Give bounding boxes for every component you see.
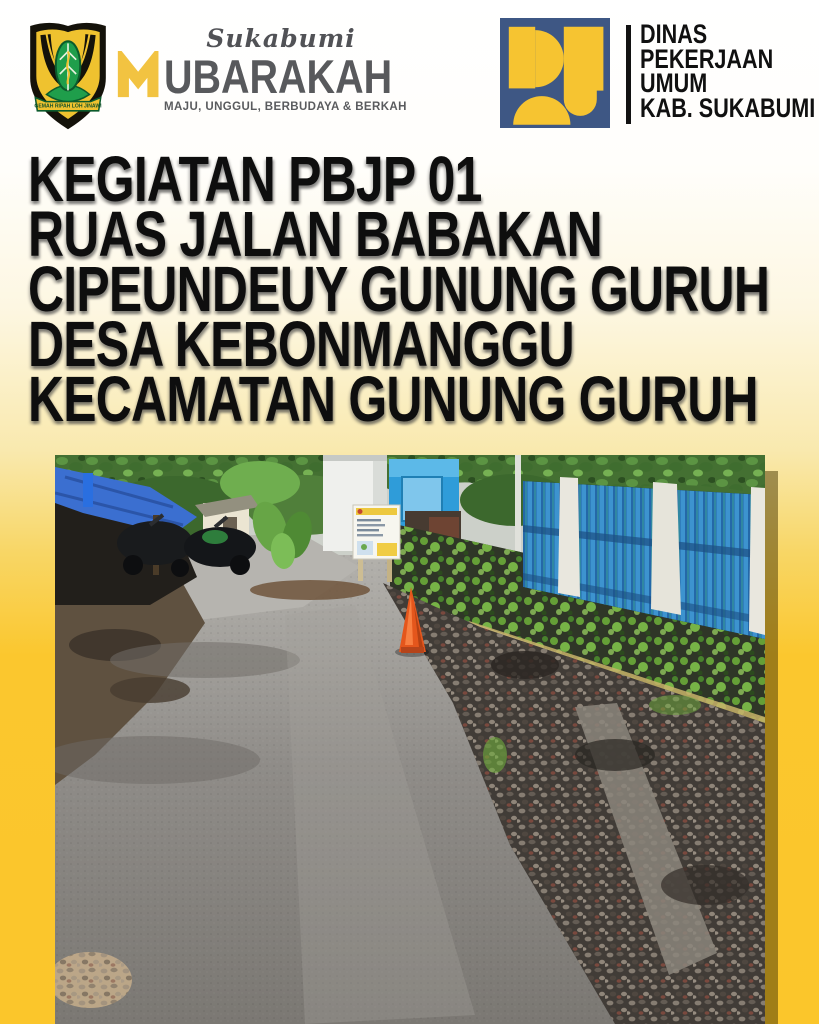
agency-line: PEKERJAAN (640, 43, 774, 74)
sukabumi-script-text: Sukabumi (206, 24, 356, 53)
agency-line: KAB. SUKABUMI (640, 92, 816, 123)
fence-pillar (749, 487, 765, 635)
sukabumi-crest-logo (22, 16, 114, 132)
dirt-mound (250, 580, 370, 600)
mubarakah-tagline: MAJU, UNGGUL, BERBUDAYA & BERKAH (164, 101, 407, 113)
fence-pillar (558, 477, 580, 597)
mubarakah-brand (116, 24, 406, 113)
pu-ministry-logo (500, 18, 610, 128)
title-line-1: KEGIATAN PBJP 01 (28, 143, 482, 215)
blue-banner (83, 473, 93, 507)
agency-line: UMUM (640, 68, 708, 98)
title-line-5: KECAMATAN GUNUNG GURUH (28, 363, 758, 435)
agency-line: DINAS (640, 19, 708, 49)
road-photo-illustration (55, 455, 765, 1024)
crest-motto-text: GEMAH RIPAH LOH JINAWI (34, 103, 102, 110)
poster-title (28, 143, 819, 435)
header-divider-bar (626, 25, 631, 124)
title-line-4: DESA KEBONMANGGU (28, 308, 574, 380)
weeds (649, 695, 701, 715)
mubarakah-wordmark: UBARAKAH (164, 50, 393, 103)
weeds (483, 737, 507, 773)
agency-name (640, 19, 816, 123)
fence-pillar (651, 482, 681, 615)
road-project-photo (55, 455, 765, 1024)
title-line-3: CIPEUNDEUY GUNUNG GURUH (28, 253, 770, 325)
title-line-2: RUAS JALAN BABAKAN (28, 198, 602, 270)
mubarakah-m-monogram-icon (116, 51, 164, 99)
